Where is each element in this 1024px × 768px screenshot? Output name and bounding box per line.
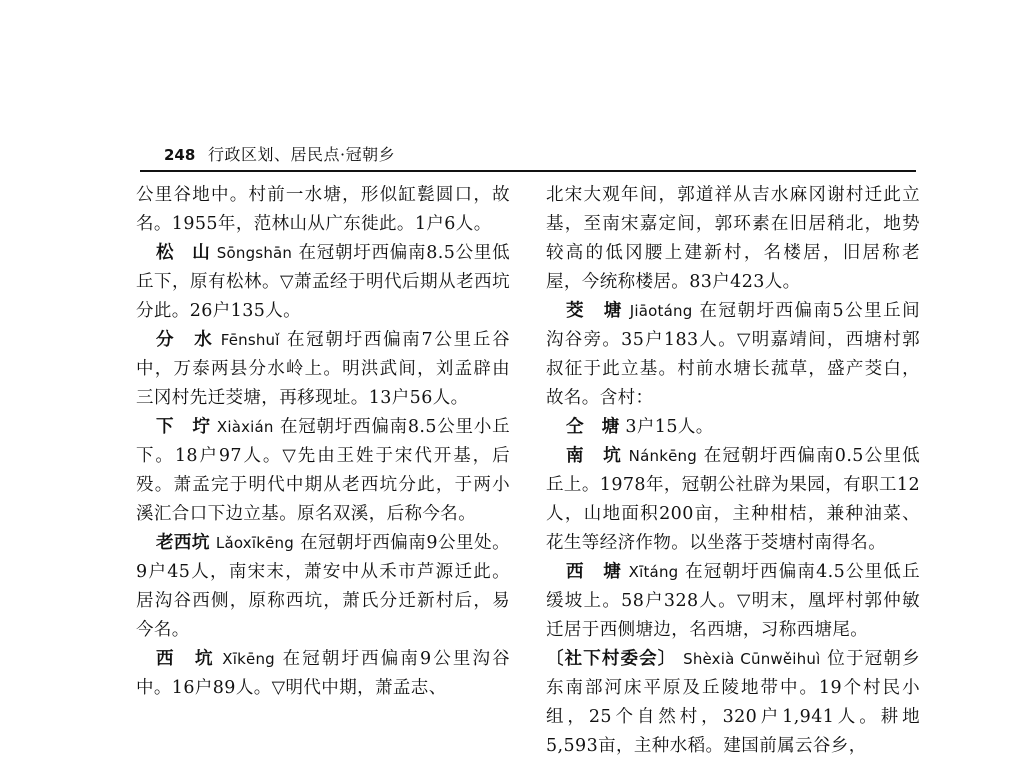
entry-xikeng [136,645,510,703]
entry-text: 在冠朝圩西偏南8.5公里低丘下，原有松林。▽萧孟经于明代后期从老西坑分此。26户135人。 [136,243,511,321]
entry-fenshui [136,326,510,413]
entry-text: 公里谷地中。村前一水塘，形似缸甏圆口，故名。1955年，范林山从广东徙此。1户6人。 [136,185,510,234]
entry-pinyin: Xītáng [628,563,679,581]
entry-name: 西 塘 [566,562,622,582]
entry-name: 〔社下村委会〕 [546,649,677,669]
left-column [136,181,510,703]
entry-shexia-committee [546,645,920,761]
entry-name: 分 水 [156,330,214,350]
page-header [140,144,916,172]
entry-name: 茭 塘 [566,301,623,321]
header-rule [140,170,916,172]
entry-pinyin: Xīkēng [222,650,275,668]
entry-text: 在冠朝圩西偏南4.5公里低丘缓坡上。58户328人。▽明末，凰坪村郭仲敏迁居于西侧塘边，名西塘，习称西塘尾。 [546,562,921,640]
entry-name: 松 山 [156,243,211,263]
entry-name: 南 坑 [566,446,622,466]
entry-laoxikeng [136,529,510,645]
entry-continuation [136,181,510,239]
page-number: 248 [164,146,196,164]
entry-name: 老西坑 [156,533,210,553]
entry-xiaxian [136,413,510,529]
entry-continuation [546,181,920,297]
entry-text: 位于冠朝乡东南部河床平原及丘陵地带中。19个村民小组，25个自然村，320户1,941人。耕地5,593亩，主种水稻。建国前属云谷乡， [546,649,920,756]
entry-text: 北宋大观年间，郭道祥从吉水麻冈谢村迁此立基，至南宋嘉定间，郭环素在旧居稍北，地势较高的低冈腰上建新村，名楼居，旧居称老屋，今统称楼居。83户423人。 [546,185,920,292]
entry-pinyin: Fēnshuǐ [220,331,280,349]
entry-songshan [136,239,510,326]
entry-text: 在冠朝圩西偏南0.5公里低丘上。1978年，冠朝公社辟为果园，有职工12人，山地面积200亩，主种柑桔，兼种油菜、花生等经济作物。以坐落于茭塘村南得名。 [546,446,921,553]
entry-pinyin: Xiàxián [216,418,274,436]
entry-pinyin: Jiāotáng [629,302,693,320]
entry-name: 西 坑 [156,649,215,669]
entry-name: 下 坾 [156,417,211,437]
entry-jiaotang [546,297,920,413]
entry-text: 在冠朝圩西偏南8.5公里小丘下。18户97人。▽先由王姓于宋代开基，后殁。萧孟完于明代中期从老西坑分此，于两小溪汇合口下边立基。原名双溪，后称今名。 [136,417,510,524]
entry-pinyin: Lǎoxīkēng [215,534,294,552]
entry-nankeng [546,442,920,558]
entry-text: 在冠朝圩西偏南7公里丘谷中，万泰两县分水岭上。明洪武间，刘孟辟由三冈村先迁茭塘，再移现址。13户56人。 [136,330,510,408]
entry-tongtang [546,413,920,442]
entry-pinyin: Nánkēng [628,447,697,465]
entry-pinyin: Shèxià Cūnwěihuì [683,650,821,668]
entry-text: 在冠朝圩西偏南9公里沟谷中。16户89人。▽明代中期，萧孟志、 [136,649,511,698]
entry-text: 3户15人。 [625,417,714,437]
entry-text: 在冠朝圩西偏南9公里处。9户45人，南宋末，萧安中从禾市芦源迁此。居沟谷西侧，原称西坑，萧氏分迁新村后，易今名。 [136,533,511,640]
page-title: 行政区划、居民点·冠朝乡 [208,145,396,164]
entry-pinyin: Sōngshān [216,244,293,262]
entry-name: 仝 塘 [566,417,620,437]
right-column [546,181,920,761]
entry-text: 在冠朝圩西偏南5公里丘间沟谷旁。35户183人。▽明嘉靖间，西塘村郭叔征于此立基。村前水塘长菰草，盛产茭白，故名。含村： [546,301,920,408]
entry-xitang [546,558,920,645]
